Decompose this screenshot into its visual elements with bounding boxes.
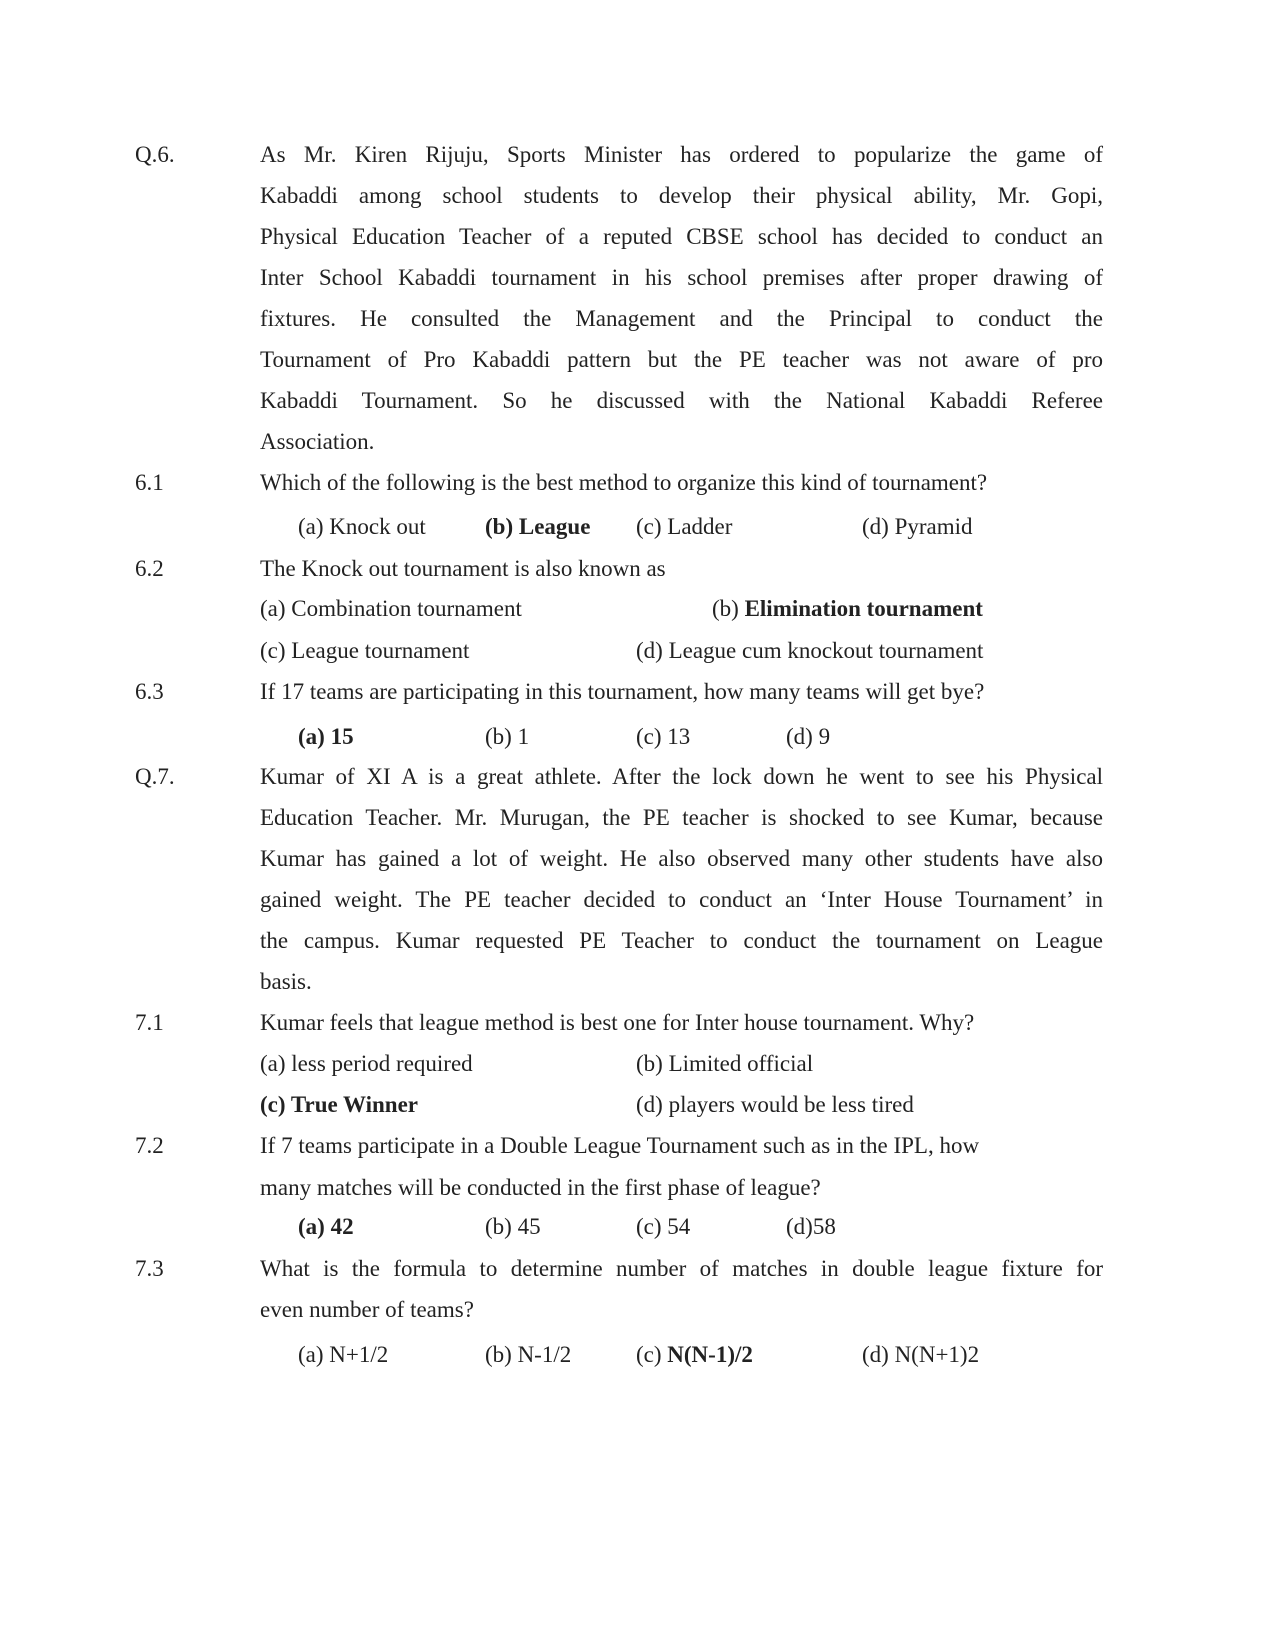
passage-line: Kumar of XI A is a great athlete. After the lock down he went to see his Physical <box>260 764 1103 789</box>
sub-question-number: 6.2 <box>135 556 164 581</box>
sub-question-number: 7.1 <box>135 1010 164 1035</box>
sub-question-text: Kumar feels that league method is best one for Inter house tournament. Why? <box>260 1010 975 1035</box>
passage-line: Inter School Kabaddi tournament in his school premises after proper drawing of <box>260 265 1103 290</box>
option-c: (c) N(N-1)/2 <box>636 1342 753 1367</box>
sub-question-text: even number of teams? <box>260 1297 474 1322</box>
option-c: (c) Ladder <box>636 514 733 539</box>
option-b: (b) Limited official <box>636 1051 814 1076</box>
option-d: (d) League cum knockout tournament <box>636 638 984 663</box>
option-a: (a) Knock out <box>298 514 426 539</box>
sub-question-text: If 7 teams participate in a Double League Tournament such as in the IPL, how <box>260 1133 980 1158</box>
sub-question-text: What is the formula to determine number of matches in double league fixture for <box>260 1256 1103 1281</box>
passage-line: basis. <box>260 969 312 994</box>
sub-question-number: 7.2 <box>135 1133 164 1158</box>
passage-line: Education Teacher. Mr. Murugan, the PE teacher is shocked to see Kumar, because <box>260 805 1103 830</box>
option-a: (a) 42 <box>298 1214 354 1239</box>
option-a: (a) N+1/2 <box>298 1342 389 1367</box>
option-b: (b) Elimination tournament <box>712 596 983 621</box>
option-d: (d) players would be less tired <box>636 1092 914 1117</box>
option-b: (b) N-1/2 <box>485 1342 572 1367</box>
passage-line: fixtures. He consulted the Management and the Principal to conduct the <box>260 306 1103 331</box>
option-a: (a) Combination tournament <box>260 596 522 621</box>
option-c: (c) 54 <box>636 1214 691 1239</box>
option-d: (d)58 <box>786 1214 836 1239</box>
passage-line: Physical Education Teacher of a reputed CBSE school has decided to conduct an <box>260 224 1103 249</box>
option-d: (d) Pyramid <box>862 514 973 539</box>
passage-line: As Mr. Kiren Rijuju, Sports Minister has ordered to popularize the game of <box>260 142 1103 167</box>
option-b: (b) 1 <box>485 724 530 749</box>
passage-line: Kumar has gained a lot of weight. He also observed many other students have also <box>260 846 1103 871</box>
option-d: (d) N(N+1)2 <box>862 1342 980 1367</box>
option-a: (a) 15 <box>298 724 354 749</box>
sub-question-number: 6.3 <box>135 679 164 704</box>
sub-question-number: 7.3 <box>135 1256 164 1281</box>
passage-line: gained weight. The PE teacher decided to conduct an ‘Inter House Tournament’ in <box>260 887 1103 912</box>
passage-line: Kabaddi Tournament. So he discussed with the National Kabaddi Referee <box>260 388 1103 413</box>
option-b: (b) 45 <box>485 1214 541 1239</box>
question-number: Q.6. <box>135 142 175 167</box>
passage-line: Tournament of Pro Kabaddi pattern but the PE teacher was not aware of pro <box>260 347 1103 372</box>
option-a: (a) less period required <box>260 1051 473 1076</box>
passage-line: Association. <box>260 429 375 454</box>
sub-question-text: The Knock out tournament is also known as <box>260 556 666 581</box>
option-d: (d) 9 <box>786 724 831 749</box>
sub-question-text: many matches will be conducted in the first phase of league? <box>260 1175 821 1200</box>
passage-line: the campus. Kumar requested PE Teacher to conduct the tournament on League <box>260 928 1103 953</box>
question-number: Q.7. <box>135 764 175 789</box>
passage-line: Kabaddi among school students to develop their physical ability, Mr. Gopi, <box>260 183 1103 208</box>
sub-question-number: 6.1 <box>135 470 164 495</box>
option-c: (c) 13 <box>636 724 691 749</box>
sub-question-text: If 17 teams are participating in this tournament, how many teams will get bye? <box>260 679 985 704</box>
option-c: (c) True Winner <box>260 1092 419 1117</box>
sub-question-text: Which of the following is the best method to organize this kind of tournament? <box>260 470 988 495</box>
option-c: (c) League tournament <box>260 638 470 663</box>
option-b: (b) League <box>485 514 591 539</box>
